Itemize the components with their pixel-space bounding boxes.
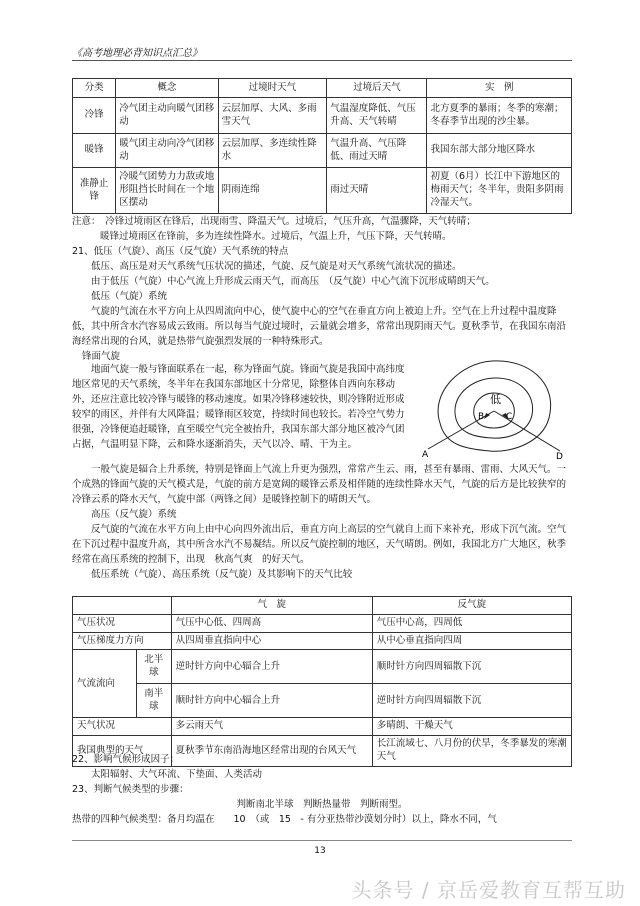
paragraph: 气旋的气流在水平方向上从四周流向中心，使气旋中心的空气在垂直方向上被迫上升。空气在上升过程中温度降低，其中所含水汽容易成云致雨。所以每当气旋过境时，云量就会增多，常常出现阴雨天气。夏秋季节，在我国东南沿海经常出现的台风，就是热带气旋强烈发展的一种特殊形式。 <box>72 306 567 347</box>
cell: 气压中心高，四周低 <box>372 614 571 632</box>
diagram-label-a: A <box>422 450 429 460</box>
paragraph: 由于低压（气旋）中心气流上升形成云雨天气，而高压 （反气旋）中心气流下沉形成晴朗天气。 <box>91 276 495 287</box>
th-during: 过境时天气 <box>218 79 327 98</box>
cell: 云层加厚、大风、多雨雪天气 <box>218 98 327 134</box>
th-category: 分类 <box>73 79 116 98</box>
paragraph: 一般气旋是辐合上升系统，特别是锋面上气流上升更为强烈，常常产生云、雨，甚至有暴雨、雷雨、大风天气。一个成熟的锋面气旋的天气模式是，气旋的前方是宽阔的暖锋云系及相伴随的连续性降水天气，气旋的后方是比较狭窄的冷锋云系的降水天气，气旋中部（两锋之间）是暖锋控制下的晴朗天气。 <box>72 464 567 505</box>
diagram-label-center: 低 <box>490 393 501 406</box>
compare-header-row <box>73 597 572 615</box>
cell: 夏秋季节东南沿海地区经常出现的台风天气 <box>171 736 372 767</box>
cell: 气流流向 <box>73 650 137 718</box>
cell: 气压状况 <box>73 614 172 632</box>
note-warm-front: 暖锋过境雨区在锋前，多为连续性降水。过境后，气温上升，气压下降，天气转晴。 <box>100 231 452 242</box>
text-block-b <box>72 362 412 452</box>
cell: 准静止锋 <box>73 168 116 214</box>
text-block-a <box>72 214 572 364</box>
cell: 顺时针方向四周辐散下沉 <box>372 650 571 684</box>
cell: 冷暖气团势力力敌或地形阻挡长时间在一个地区摆动 <box>116 168 218 214</box>
cell: 多云雨天气 <box>171 718 372 736</box>
cell: 我国典型的天气 <box>73 736 172 767</box>
paragraph: 反气旋的气流在水平方向上由中心向四外流出后，垂直方向上高层的空气就自上而下来补充，形成下沉气流。空气在下沉过程中温度升高，其中所含水汽不易凝结。所以反气旋控制的地区，天气晴朗。例如，我国北方广大地区，秋季经常在高压系统的控制下，出现 秋高气爽 的好天气。 <box>72 524 567 565</box>
cell: 暖气团主动向冷气团移动 <box>116 134 218 168</box>
th-concept: 概念 <box>116 79 218 98</box>
comparison-caption: 低压系统（气旋）、高压系统（反气旋）及其影响下的天气比较 <box>91 569 353 580</box>
subheading-high-pressure: 高压（反气旋）系统 <box>91 509 177 520</box>
diagram-label-c: C <box>506 412 513 422</box>
subheading-low-pressure: 低压（气旋）系统 <box>91 291 168 302</box>
th-after: 过境后天气 <box>327 79 427 98</box>
cell: 冷锋 <box>73 98 116 134</box>
table-row <box>73 614 572 632</box>
note-cold-front: 注意： 冷锋过境雨区在锋后，出现雨雪、降温天气。过境后，气压升高，气温骤降，天气转晴； <box>72 216 476 227</box>
table-row <box>73 632 572 650</box>
table-row <box>73 98 572 134</box>
cell: 气压中心低、四周高 <box>171 614 372 632</box>
running-header: 《高考地理必背知识点汇总》 <box>72 48 202 59</box>
cell: 气压梯度力方向 <box>73 632 172 650</box>
cell: 多晴朗、干燥天气 <box>372 718 571 736</box>
text-block-c <box>72 462 572 582</box>
watermark: 头条号 / 京岳爱教育互帮互助 <box>351 878 626 902</box>
cell: 逆时针方向中心辐合上升 <box>171 650 372 684</box>
cell: 从中心垂直指向四周 <box>372 632 571 650</box>
cell: 雨过天晴 <box>327 168 427 214</box>
section-22-heading: 22、影响气候形成因子： <box>72 754 180 765</box>
cell: 阴雨连绵 <box>218 168 327 214</box>
cell: 南半球 <box>136 684 171 718</box>
page-number: 13 <box>314 846 326 856</box>
cell: 气温升高、气压降低、雨过天晴 <box>327 134 427 168</box>
paragraph: 地面气旋一般与锋面联系在一起，称为锋面气旋。锋面气旋是我国中高纬度地区常见的天气系统，冬半年在我国东部地区十分常见，除整体自西向东移动外，还应注意比较冷锋与暖锋的移动速度。如果冷锋移速较快，则冷锋附近形成较窄的雨区，并伴有大风降温；暖锋雨区较宽，持续时间也较长。若冷空气势力很强，冷锋便追赶暖锋，直至暖空气完全被抬升，我国东部大部分地区被冷气团占据，气温明显下降，云和降水逐渐消失，天气以冷、晴、干为主。 <box>72 364 405 450</box>
cell: 云层加厚、多连续性降水 <box>218 134 327 168</box>
cell: 北方夏季的暴雨；冬季的寒潮；冬春季节出现的沙尘暴。 <box>427 98 572 134</box>
table-row <box>73 650 572 684</box>
cell <box>73 597 172 615</box>
cell: 初夏（6月）长江中下游地区的梅雨天气；冬半年，贵阳多阴雨冷湿天气。 <box>427 168 572 214</box>
cell: 暖锋 <box>73 134 116 168</box>
table-row <box>73 168 572 214</box>
th-anticyclone: 反气旋 <box>372 597 571 615</box>
cell: 气温湿度降低、气压升高、天气转晴 <box>327 98 427 134</box>
paragraph: 太阳辐射、大气环流、下垫面、人类活动 <box>91 769 263 780</box>
compare-table <box>72 596 572 767</box>
diagram-label-b: B <box>478 412 485 422</box>
footer-rule <box>72 840 572 841</box>
subheading-frontal-cyclone: 锋面气旋 <box>82 351 121 362</box>
diagram-label-d: D <box>556 452 563 461</box>
text-block-d <box>72 752 572 827</box>
cell: 北半球 <box>136 650 171 684</box>
th-cyclone: 气 旋 <box>171 597 372 615</box>
front-table <box>72 78 572 214</box>
header-rule <box>72 60 572 61</box>
cell: 从四周垂直指向中心 <box>171 632 372 650</box>
table-row <box>73 684 572 718</box>
cell: 我国东部大部分地区降水 <box>427 134 572 168</box>
section-23-heading: 23、判断气候类型的步骤： <box>72 784 189 795</box>
frontal-cyclone-diagram <box>420 353 565 461</box>
paragraph: 判断南北半球 判断热量带 判断雨型。 <box>236 799 408 810</box>
table-row <box>73 718 572 736</box>
th-example: 实 例 <box>427 79 572 98</box>
cell: 逆时针方向四周辐散下沉 <box>372 684 571 718</box>
cell: 顺时针方向中心辐合上升 <box>171 684 372 718</box>
cell: 天气状况 <box>73 718 172 736</box>
cell: 长江流域七、八月份的伏旱，冬季暴发的寒潮天气 <box>372 736 571 767</box>
cell: 冷气团主动向暖气团移动 <box>116 98 218 134</box>
paragraph: 热带的四种气候类型：备月均温在 10 （或 15 - 有分亚热带沙漠划分时）以上，降水不同，气 <box>72 814 497 825</box>
table-row <box>73 134 572 168</box>
paragraph: 低压、高压是对天气系统气压状况的描述，气旋、反气旋是对天气系统气流状况的描述。 <box>91 261 462 272</box>
section-21-heading: 21、低压（气旋）、高压（反气旋）天气系统的特点 <box>72 246 289 257</box>
front-table-header-row <box>73 79 572 98</box>
